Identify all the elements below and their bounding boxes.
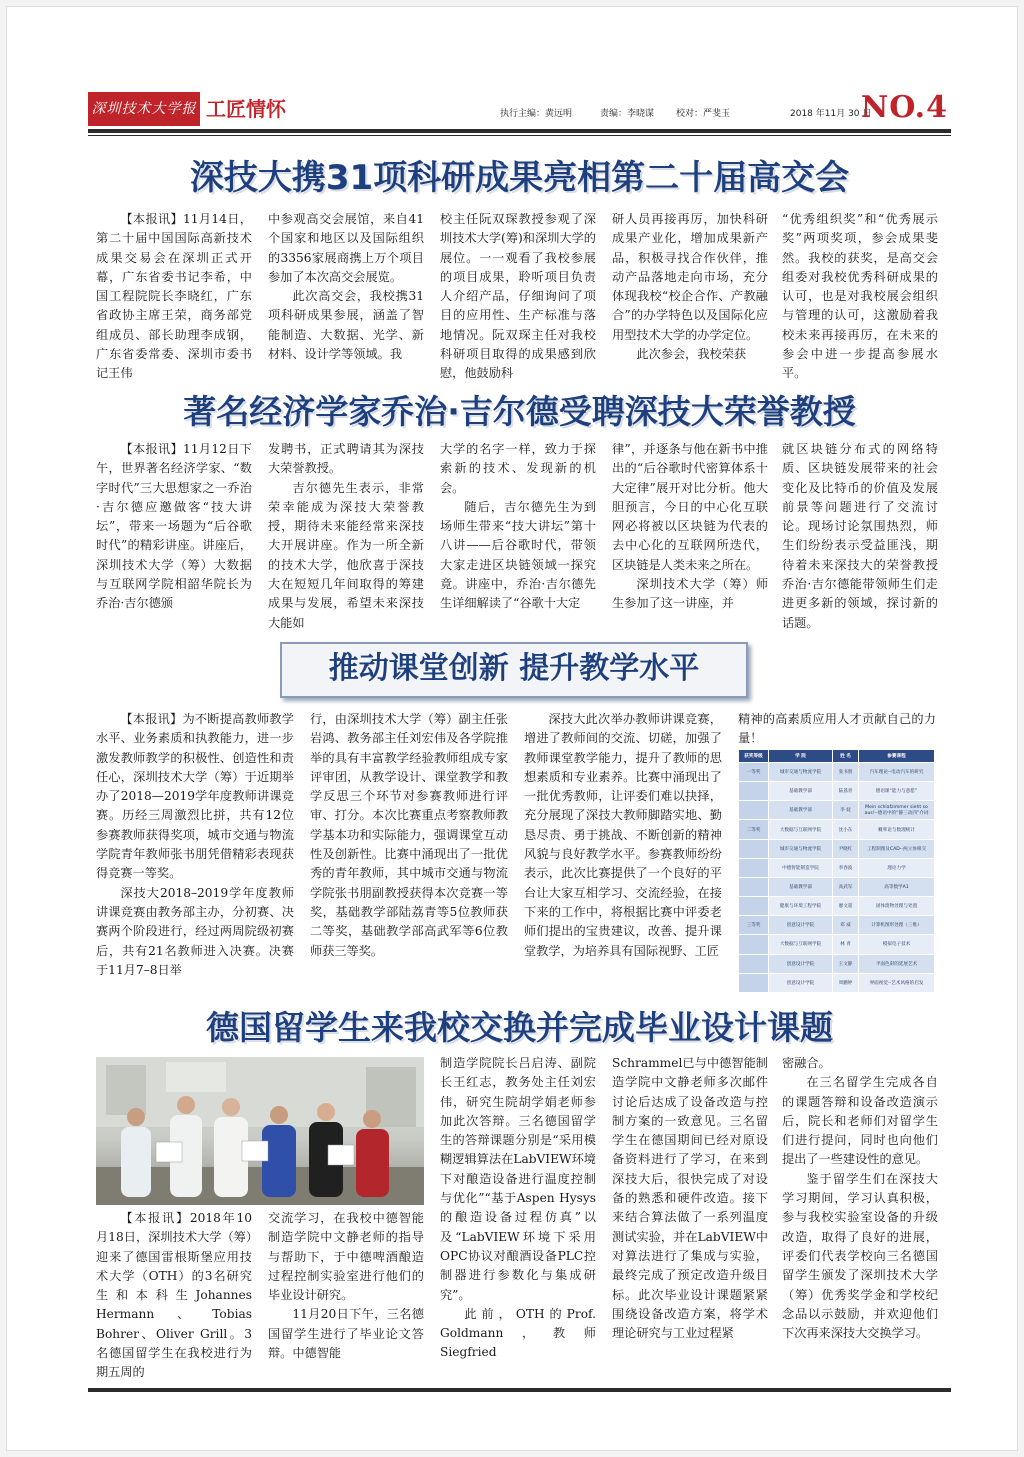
table-row bbox=[739, 801, 935, 820]
table-row bbox=[739, 954, 935, 973]
table-cell bbox=[739, 782, 769, 801]
article4-paragraph: 制造学院院长吕启涛、副院长王红志，教务处主任刘宏伟，研究生院胡学娟老师参加此次答辩。三名德国留学生的答辩课题分别是“采用模糊逻辑算法在LabVIEW环境下对酿造设备进行温度控制与优化”“基于Aspen Hysys的酿造设备过程仿真”以及“LabVIEW环境下采用OPC协议对酿酒设备PLC控制器进行参数化与集成研究”。 bbox=[440, 1056, 596, 1302]
table-cell: 界面视觉--艺术风格的启发 bbox=[859, 973, 935, 992]
table-cell: 大数据与互联网学院 bbox=[769, 820, 833, 839]
table-cell: Mein schlafzimmer sieht so aus!--德语中的“静三动四”介词 bbox=[859, 801, 935, 820]
article4-paragraph: 【本报讯】2018年10月18日，深圳技术大学（筹）迎来了德国雷根斯堡应用技术大学（OTH）的3名研究生和本科生Johannes Hermann、Tobias Bohrer、Oliver Grill。3名德国留学生在我校进行为期五周的 bbox=[96, 1211, 252, 1380]
table-cell: 王文静 bbox=[833, 954, 859, 973]
table-cell: 三等奖 bbox=[739, 916, 769, 935]
table-cell bbox=[739, 801, 769, 820]
table-cell: 城市交通与物流学院 bbox=[769, 763, 833, 782]
table-header-cell: 参赛课程 bbox=[859, 750, 935, 763]
article3-headline-banner bbox=[280, 642, 748, 698]
table-row bbox=[739, 858, 935, 877]
article3-paragraph: 深技大2018–2019学年度教师讲课竞赛由教务部主办，分初赛、决赛两个阶段进行，经过两周院级初赛后，共有21名教师进入决赛。决赛于11月7–8日举 bbox=[96, 885, 294, 977]
section-title: 工匠情怀 bbox=[206, 97, 286, 121]
table-cell bbox=[739, 858, 769, 877]
table-cell: 邓 威 bbox=[833, 916, 859, 935]
table-header-row bbox=[739, 750, 935, 763]
editor-credit: 执行主编：黄远明 bbox=[500, 109, 573, 119]
article1-column-4 bbox=[612, 210, 768, 385]
award-ranking-body bbox=[739, 763, 935, 993]
article4-column-4 bbox=[612, 1054, 768, 1384]
article1-column-1 bbox=[96, 210, 252, 385]
table-cell: 德语课“能力与意愿” bbox=[859, 782, 935, 801]
proofreader-credit: 校对：严斐玉 bbox=[676, 109, 731, 119]
article3-column-4 bbox=[738, 710, 936, 750]
article1-headline: 深技大携31项科研成果亮相第二十届高交会 bbox=[189, 158, 850, 198]
table-cell bbox=[739, 897, 769, 916]
article2-paragraph: 深圳技术大学（筹）师生参加了这一讲座，并 bbox=[612, 577, 768, 611]
issue-number: NO.4 bbox=[860, 90, 948, 125]
table-header-cell: 姓 名 bbox=[833, 750, 859, 763]
masthead-logo: 深圳技术大学报 bbox=[88, 92, 200, 126]
article2-headline: 著名经济学家乔治·吉尔德受聘深技大荣誉教授 bbox=[183, 392, 856, 431]
article1-column-5 bbox=[782, 210, 938, 385]
header-rule bbox=[88, 129, 951, 133]
article3-headline: 推动课堂创新 提升教学水平 bbox=[328, 651, 700, 686]
table-row bbox=[739, 820, 935, 839]
article4-column-1 bbox=[96, 1209, 252, 1384]
table-cell: 二等奖 bbox=[739, 820, 769, 839]
award-ranking-table bbox=[738, 749, 935, 993]
table-cell: 概率论与数理统计 bbox=[859, 820, 935, 839]
article1-paragraph: 校主任阮双琛教授参观了深圳技术大学(筹)和深圳大学的展位。一一观看了我校参展的项目成果，聆听项目负责人介绍产品，仔细询问了项目的应用性、生产标准与落地情况。阮双琛主任对我校科研项目取得的成果感到欣慰，他鼓励科 bbox=[440, 212, 596, 381]
table-header-cell: 获奖等级 bbox=[739, 750, 769, 763]
table-row bbox=[739, 782, 935, 801]
article3-paragraph: 【本报讯】为不断提高教师教学水平、业务素质和执教能力，进一步激发教师教学的积极性、创造性和责任心，深圳技术大学（筹）于近期举办了2018—2019学年度教师讲课竞赛。历经三周激烈比拼，共有12位参赛教师获得奖项，城市交通与物流学院青年教师张书朋凭借精彩表现获得竞赛一等奖。 bbox=[96, 712, 294, 881]
article1-column-3 bbox=[440, 210, 596, 385]
table-cell: 理论力学 bbox=[859, 858, 935, 877]
table-cell: 大数据与互联网学院 bbox=[769, 935, 833, 954]
article2-column-1 bbox=[96, 440, 252, 632]
article2-paragraph: 大学的名字一样，致力于探索新的技术、发现新的机会。 bbox=[440, 442, 596, 495]
article2-column-2 bbox=[268, 440, 424, 632]
table-cell: 尹晓红 bbox=[833, 839, 859, 858]
table-row bbox=[739, 763, 935, 782]
article4-paragraph: Schrammel已与中德智能制造学院中文静老师多次邮件讨论后达成了设备改造与控制方案的一致意见。三名留学生在德国期间已经对原设备资料进行了学习，在来到深技大后，很快完成了对设备的熟悉和硬件改造。接下来结合算法做了一系列温度测试实验，并在LabVIEW中对算法进行了集成与实验，最终完成了预定改造升级目标。此次毕业设计课题紧紧围绕设备改造方案，将学术理论研究与工业过程紧 bbox=[612, 1056, 768, 1341]
article2-paragraph: 律”，并逐条与他在新书中推出的“后谷歌时代密算体系十大定律”展开对比分析。他大胆预言，今日的中心化互联网必将被以区块链为代表的去中心化的互联网所迭代，区块链是人类未来之所在。 bbox=[612, 442, 768, 572]
page-header bbox=[88, 92, 948, 128]
article4-paragraph: 在三名留学生完成各自的课题答辩和设备改造演示后，院长和老师们对留学生们进行提问，同时也向他们提出了一些建设性的意见。 bbox=[782, 1075, 938, 1167]
table-cell: 工程制图及CAD--两立体相交 bbox=[859, 839, 935, 858]
table-row bbox=[739, 877, 935, 896]
table-cell: 计算机图形处理（三维） bbox=[859, 916, 935, 935]
table-cell: 沈小东 bbox=[833, 820, 859, 839]
table-row bbox=[739, 897, 935, 916]
table-cell: 创意设计学院 bbox=[769, 973, 833, 992]
article1-paragraph: 研人员再接再厉，加快科研成果产业化，增加成果新产品，积极寻找合作伙伴，推动产品落地走向市场，充分体现我校“校企合作、产教融合”的办学特色以及国际化应用型技术大学的办学定位。 bbox=[612, 212, 768, 342]
article4-column-3 bbox=[440, 1054, 596, 1384]
article1-paragraph: 【本报讯】11月14日，第二十届中国国际高新技术成果交易会在深圳正式开幕，广东省委书记李希，中国工程院院长李晓红，广东省政协主席王荣，商务部党组成员、部长助理李成钢，广东省委常委、深圳市委书记王伟 bbox=[96, 212, 252, 381]
article4-column-5 bbox=[782, 1054, 938, 1384]
table-cell: 陆荔青 bbox=[833, 782, 859, 801]
article2-column-5 bbox=[782, 440, 938, 632]
table-cell: 模拟电子技术 bbox=[859, 935, 935, 954]
article3-paragraph: 精神的高素质应用人才贡献自己的力量！ bbox=[738, 712, 936, 746]
article3-column-1 bbox=[96, 710, 294, 995]
issue-date: 2018 年11月 30 日 bbox=[790, 109, 872, 119]
article1-paragraph: 此次高交会，我校携31项科研成果参展，涵盖了智能制造、大数据、光学、新材料、设计学等领域。我 bbox=[268, 289, 424, 362]
article3-paragraph: 行，由深圳技术大学（筹）副主任张岩鸿、教务部主任刘宏伟及各学院推举的具有丰富教学经验教师组成专家评审团，从教学设计、课堂教学和教学反思三个环节对参赛教师进行评审、打分。本次比赛重点考察教师教学基本功和实际能力，强调课堂互动性及创新性。比赛中涌现出了一批优秀的青年教师，其中城市交通与物流学院张书朋副教授获得本次竞赛一等奖，基础教学部陆荔青等5位教师获二等奖，基础教学部高武军等6位教师获三等奖。 bbox=[310, 712, 508, 958]
article1-paragraph: 此次参会，我校荣获 bbox=[636, 347, 747, 362]
article2-paragraph: 随后，吉尔德先生为到场师生带来“技大讲坛”第十八讲——后谷歌时代，带领大家走进区块链领域一探究竟。讲座中，乔治·吉尔德先生详细解读了“谷歌十大定 bbox=[440, 499, 596, 611]
table-row bbox=[739, 973, 935, 992]
table-row bbox=[739, 935, 935, 954]
article1-column-2 bbox=[268, 210, 424, 385]
footer-rule bbox=[88, 1388, 951, 1392]
table-cell bbox=[739, 839, 769, 858]
article4-paragraph: 此前，OTH的Prof. Goldmann，教师Siegfried bbox=[440, 1306, 596, 1360]
article2-column-4 bbox=[612, 440, 768, 632]
article2-paragraph: 【本报讯】11月12日下午，世界著名经济学家、“数字时代”三大思想家之一乔治·吉尔德应邀做客“技大讲坛”，带来一场题为“后谷歌时代”的精彩讲座。讲座后，深圳技术大学（筹）大数据与互联网学院相韶华院长为乔治·吉尔德颁 bbox=[96, 442, 252, 611]
article4-column-2 bbox=[268, 1209, 424, 1384]
article1-paragraph: 中参观高交会展馆，来自41个国家和地区以及国际组织的3356家展商携上万个项目参加了本次高交会展览。 bbox=[268, 212, 424, 284]
article2-paragraph: 就区块链分布式的网络特质、区块链发展带来的社会变化及比特币的价值及发展前景等问题进行了交流讨论。现场讨论氛围热烈，师生们纷纷表示受益匪浅，期待着未来深技大的荣誉教授乔治·吉尔德能带领师生们走进更多新的领域，探讨新的话题。 bbox=[782, 442, 938, 630]
table-cell: 基础教学部 bbox=[769, 782, 833, 801]
table-cell bbox=[739, 973, 769, 992]
article2-column-3 bbox=[440, 440, 596, 632]
article4-headline: 德国留学生来我校交换并完成毕业设计课题 bbox=[206, 1008, 833, 1047]
table-cell: 一等奖 bbox=[739, 763, 769, 782]
table-cell: 平面色彩的延展艺术 bbox=[859, 954, 935, 973]
table-cell: 中德智能制造学院 bbox=[769, 858, 833, 877]
article3-paragraph: 深技大此次举办教师讲课竞赛，增进了教师间的交流、切磋，加强了教师课堂教学能力，提升了教师的思想素质和专业素养。比赛中涌现出了一批优秀教师，让评委们难以抉择，充分展现了深技大教师脚踏实地、勤恳尽责、勇于挑战、不断创新的精神风貌与良好教学水平。参赛教师纷纷表示，此次比赛提供了一个良好的平台让大家互相学习、交流经验，在接下来的工作中，将根据比赛中评委老师们提出的宝贵建议，改善、提升课堂教学，为培养具有国际视野、工匠 bbox=[524, 712, 722, 958]
table-row bbox=[739, 916, 935, 935]
students-group-photo bbox=[96, 1057, 424, 1205]
table-cell: 基础教学部 bbox=[769, 877, 833, 896]
table-cell: 李春波 bbox=[833, 858, 859, 877]
article1-paragraph: “优秀组织奖”和“优秀展示奖”两项奖项，参会成果斐然。我校的获奖，是高交会组委对我校优秀科研成果的认可，也是对我校展会组织与管理的认可，这激励着我校未来再接再厉，在未来的参会中进一步提高参展水平。 bbox=[782, 212, 938, 381]
article3-column-2 bbox=[310, 710, 508, 995]
table-cell bbox=[739, 954, 769, 973]
article4-paragraph: 交流学习，在我校中德智能制造学院中文静老师的指导与帮助下，于中德啤酒酿造过程控制实验室进行他们的毕业设计研究。 bbox=[268, 1211, 424, 1303]
table-cell: 创意设计学院 bbox=[769, 954, 833, 973]
table-cell: 汽车理论--电动汽车的研究 bbox=[859, 763, 935, 782]
table-cell: 张书朋 bbox=[833, 763, 859, 782]
table-row bbox=[739, 839, 935, 858]
table-cell: 城市交通与物流学院 bbox=[769, 839, 833, 858]
table-cell: 李 妩 bbox=[833, 801, 859, 820]
table-cell: 基础教学部 bbox=[769, 801, 833, 820]
header-rule-thin bbox=[88, 135, 951, 136]
table-cell bbox=[739, 935, 769, 954]
article4-paragraph: 11月20日下午，三名德国留学生进行了毕业论文答辩。中德智能 bbox=[268, 1307, 424, 1361]
article3-column-3 bbox=[524, 710, 722, 995]
article2-paragraph: 吉尔德先生表示，非常荣幸能成为深技大荣誉教授，期待未来能经常来深技大开展讲座。作为一所全新的技术大学，他欣喜于深技大在短短几年间取得的筹建成果与发展，希望未来深技大能如 bbox=[268, 480, 424, 630]
article4-paragraph: 密融合。 bbox=[782, 1056, 831, 1070]
table-header-cell: 学 院 bbox=[769, 750, 833, 763]
table-cell: 廖文超 bbox=[833, 897, 859, 916]
table-cell bbox=[739, 877, 769, 896]
photo-illustration bbox=[96, 1057, 424, 1205]
article4-paragraph: 鉴于留学生们在深技大学习期间，学习认真积极，参与我校实验室设备的升级改造，取得了良好的进展，评委们代表学校向三名德国留学生颁发了深圳技术大学（筹）优秀奖学金和学校纪念品以示鼓励，并欢迎他们下次再来深技大交换学习。 bbox=[782, 1171, 938, 1341]
responsible-editor-credit: 责编：李晓谋 bbox=[600, 109, 655, 119]
table-cell: 固体废物处理与处置 bbox=[859, 897, 935, 916]
table-cell: 周鹏婷 bbox=[833, 973, 859, 992]
table-cell: 高等数学A1 bbox=[859, 877, 935, 896]
table-cell: 创意设计学院 bbox=[769, 916, 833, 935]
article2-paragraph: 发聘书，正式聘请其为深技大荣誉教授。 bbox=[268, 442, 424, 476]
table-cell: 林 青 bbox=[833, 935, 859, 954]
table-cell: 健康与环境工程学院 bbox=[769, 897, 833, 916]
table-cell: 高武军 bbox=[833, 877, 859, 896]
